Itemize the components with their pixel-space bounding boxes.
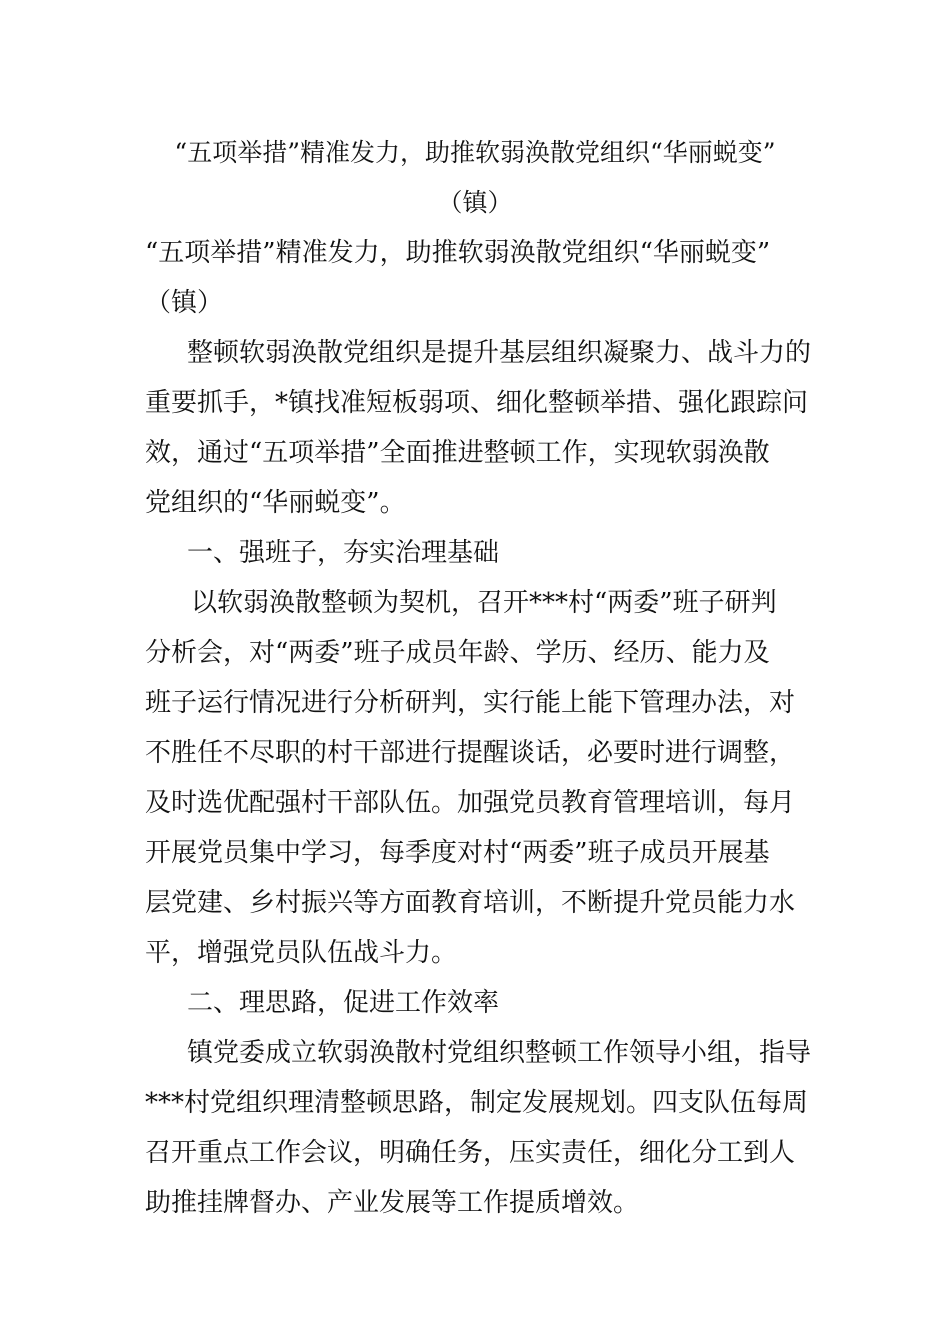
repeated-title-line-2: （镇） <box>145 288 224 318</box>
section-1-paragraph-line: 以软弱涣散整顿为契机，召开***村“两委”班子研判 <box>191 588 777 618</box>
section-heading-2: 二、理思路，促进工作效率 <box>187 988 500 1018</box>
section-1-paragraph-line: 层党建、乡村振兴等方面教育培训，不断提升党员能力水 <box>145 888 796 918</box>
section-2-paragraph-line: ***村党组织理清整顿思路，制定发展规划。四支队伍每周 <box>145 1088 809 1118</box>
intro-paragraph-line: 整顿软弱涣散党组织是提升基层组织凝聚力、战斗力的 <box>187 338 812 368</box>
section-2-paragraph-line: 镇党委成立软弱涣散村党组织整顿工作领导小组，指导 <box>187 1038 812 1068</box>
document-title <box>145 128 805 228</box>
section-1-paragraph-line: 开展党员集中学习，每季度对村“两委”班子成员开展基 <box>145 838 770 868</box>
intro-paragraph-line: 重要抓手，*镇找准短板弱项、细化整顿举措、强化跟踪问 <box>145 388 809 418</box>
intro-paragraph-line: 效，通过“五项举措”全面推进整顿工作，实现软弱涣散 <box>145 438 770 468</box>
section-2-paragraph-line: 召开重点工作会议，明确任务，压实责任，细化分工到人 <box>145 1138 796 1168</box>
section-1-paragraph-line: 及时选优配强村干部队伍。加强党员教育管理培训，每月 <box>145 788 796 818</box>
section-2-paragraph-line: 助推挂牌督办、产业发展等工作提质增效。 <box>145 1188 640 1218</box>
document-body <box>145 228 812 1228</box>
title-line-1: “五项举措”精准发力，助推软弱涣散党组织“华丽蜕变” <box>174 138 776 167</box>
title-line-2: （镇） <box>437 188 513 217</box>
section-1-paragraph-line: 分析会，对“两委”班子成员年龄、学历、经历、能力及 <box>145 638 770 668</box>
intro-paragraph-line: 党组织的“华丽蜕变”。 <box>145 488 406 518</box>
section-heading-1: 一、强班子，夯实治理基础 <box>187 538 500 568</box>
section-1-paragraph-line: 班子运行情况进行分析研判，实行能上能下管理办法，对 <box>145 688 796 718</box>
repeated-title-line-1: “五项举措”精准发力，助推软弱涣散党组织“华丽蜕变” <box>145 238 771 268</box>
section-1-paragraph-line: 平，增强党员队伍战斗力。 <box>145 938 458 968</box>
section-1-paragraph-line: 不胜任不尽职的村干部进行提醒谈话，必要时进行调整， <box>145 738 796 768</box>
